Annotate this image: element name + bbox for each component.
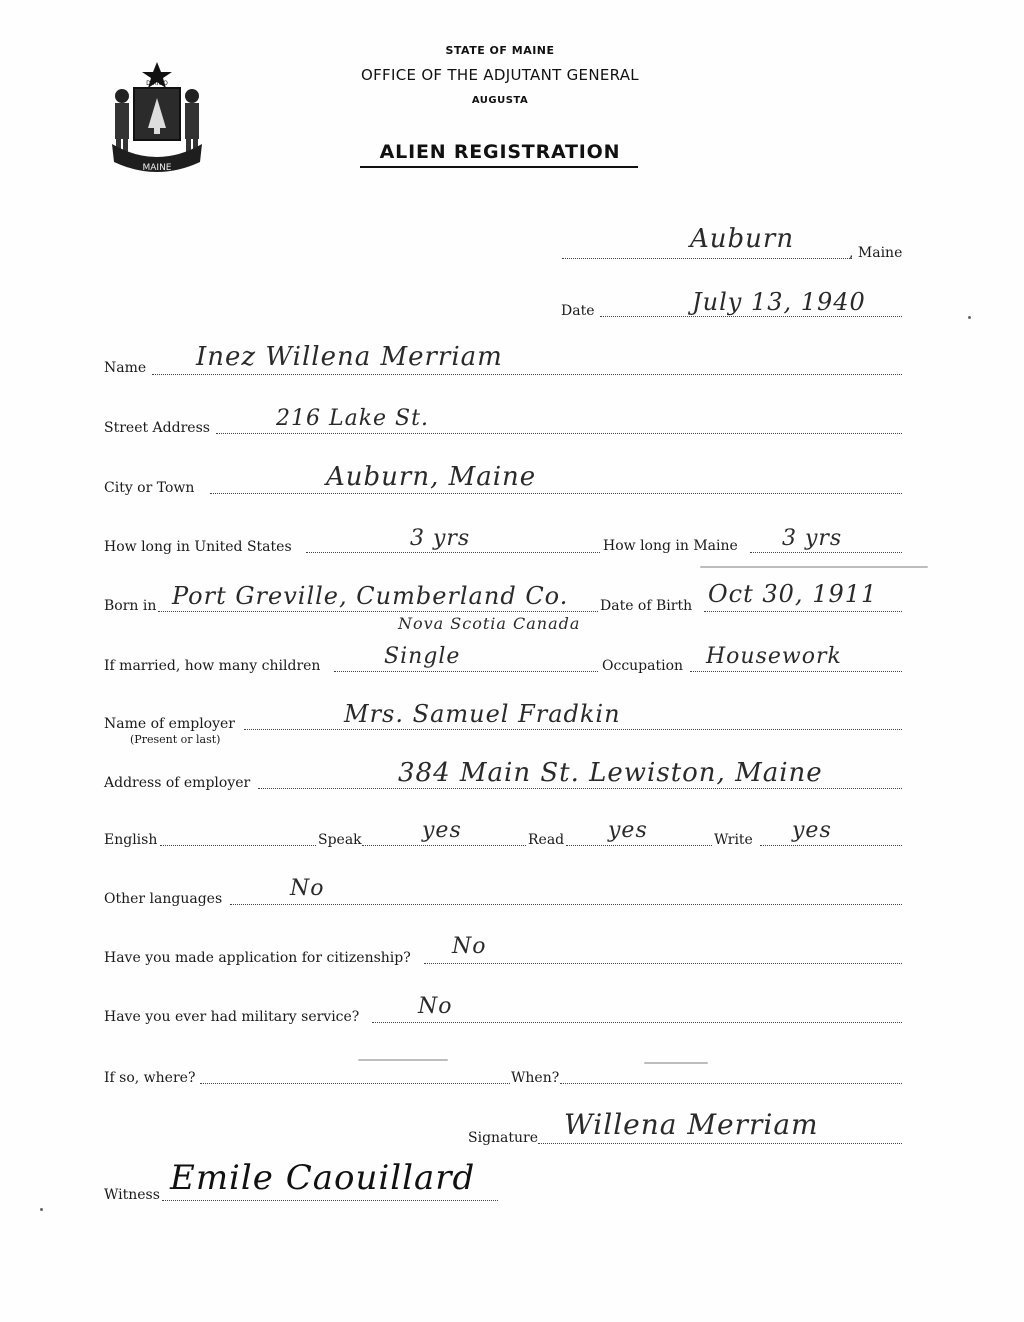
born-line (158, 611, 598, 612)
city-heading: AUGUSTA (471, 95, 529, 106)
street-value: 216 Lake St. (276, 406, 429, 431)
where-dash-mark (358, 1059, 448, 1061)
employer-address-label: Address of employer (104, 775, 251, 791)
read-line (566, 845, 712, 846)
dob-line (704, 611, 902, 612)
write-line (760, 845, 902, 846)
employer-line (244, 729, 902, 730)
city-line (210, 493, 902, 494)
signature-value: Willena Merriam (564, 1108, 819, 1141)
seal-motto-text: DIRIGO (146, 80, 168, 87)
military-label: Have you ever had military service? (104, 1009, 360, 1025)
witness-value: Emile Caouillard (170, 1158, 476, 1198)
paper-speck (40, 1208, 43, 1211)
english-line (160, 845, 316, 846)
us-years-value: 3 yrs (410, 526, 471, 551)
other-languages-label: Other languages (104, 891, 223, 907)
when-dash-mark (644, 1062, 708, 1064)
street-line (216, 433, 902, 434)
date-line (600, 316, 902, 317)
state-heading: STATE OF MAINE (445, 44, 555, 57)
maine-state-seal (104, 58, 210, 180)
speak-line (362, 845, 526, 846)
where-label: If so, where? (104, 1070, 196, 1086)
military-line (372, 1022, 902, 1023)
date-label: Date (561, 303, 595, 319)
street-label: Street Address (104, 420, 210, 436)
employer-sublabel: (Present or last) (130, 733, 221, 746)
stray-pencil-mark (700, 566, 928, 568)
occupation-line (690, 671, 902, 672)
name-label: Name (104, 360, 147, 376)
name-value: Inez Willena Merriam (196, 342, 503, 372)
place-suffix: , Maine (849, 245, 903, 261)
children-value: Single (384, 644, 461, 669)
place-line (562, 258, 852, 259)
maine-years-value: 3 yrs (782, 526, 843, 551)
occupation-value: Housework (706, 644, 842, 669)
form-title: ALIEN REGISTRATION (379, 141, 621, 163)
speak-value: yes (422, 818, 462, 843)
us-years-label: How long in United States (104, 539, 292, 555)
place-value: Auburn (690, 224, 795, 254)
other-languages-value: No (290, 876, 325, 901)
city-value: Auburn, Maine (326, 462, 537, 492)
born-label: Born in (104, 598, 157, 614)
us-years-line (306, 552, 600, 553)
signature-line (538, 1143, 902, 1144)
citizenship-value: No (452, 934, 487, 959)
children-line (334, 671, 598, 672)
when-line (560, 1083, 902, 1084)
other-languages-line (230, 904, 902, 905)
when-label: When? (511, 1070, 560, 1086)
english-label: English (104, 832, 158, 848)
write-label: Write (714, 832, 753, 848)
children-label: If married, how many children (104, 658, 321, 674)
name-line (152, 374, 902, 375)
title-underline (360, 166, 638, 168)
born-value: Port Greville, Cumberland Co. (172, 582, 569, 610)
witness-line (162, 1200, 498, 1201)
citizenship-label: Have you made application for citizenship? (104, 950, 411, 966)
paper-speck (968, 316, 971, 319)
signature-label: Signature (468, 1130, 539, 1146)
date-value: July 13, 1940 (692, 288, 866, 316)
maine-years-label: How long in Maine (603, 538, 738, 554)
seal-name-text: MAINE (142, 163, 172, 173)
speak-label: Speak (318, 832, 362, 848)
city-label: City or Town (104, 480, 195, 496)
military-value: No (418, 994, 453, 1019)
dob-label: Date of Birth (600, 598, 693, 614)
witness-label: Witness (104, 1187, 160, 1203)
citizenship-line (424, 963, 902, 964)
employer-address-line (258, 788, 902, 789)
read-value: yes (608, 818, 648, 843)
employer-label: Name of employer (104, 716, 235, 732)
employer-address-value: 384 Main St. Lewiston, Maine (398, 758, 823, 788)
office-heading: OFFICE OF THE ADJUTANT GENERAL (361, 66, 639, 84)
born-value-line2: Nova Scotia Canada (398, 614, 581, 633)
where-line (200, 1083, 510, 1084)
employer-value: Mrs. Samuel Fradkin (344, 700, 621, 728)
maine-years-line (750, 552, 902, 553)
occupation-label: Occupation (602, 658, 684, 674)
write-value: yes (792, 818, 832, 843)
dob-value: Oct 30, 1911 (708, 580, 878, 608)
read-label: Read (528, 832, 565, 848)
